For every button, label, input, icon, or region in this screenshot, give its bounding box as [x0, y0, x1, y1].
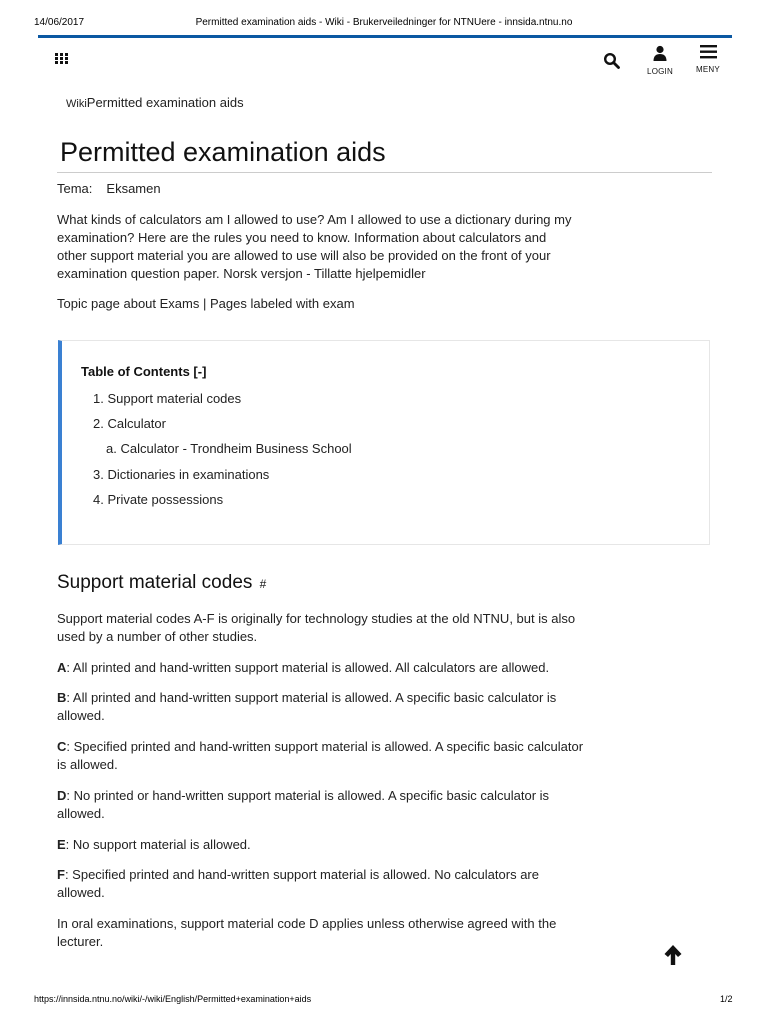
code-letter: D [57, 788, 67, 803]
tema-label: Tema: [57, 181, 93, 196]
login-button[interactable] [638, 45, 682, 81]
print-date: 14/06/2017 [34, 17, 85, 28]
code-paragraph-b [57, 689, 632, 725]
page-title: Permitted examination aids [60, 137, 386, 167]
print-header [0, 15, 768, 31]
intro-line: other support material you are allowed to use will also be provided on the front of your [57, 248, 551, 263]
toc-item-calculator[interactable]: 2. Calculator [93, 416, 166, 431]
print-page-number: 1/2 [720, 994, 733, 1004]
search-icon [603, 52, 621, 70]
code-text: allowed. [57, 806, 105, 821]
intro-paragraph [57, 211, 632, 283]
oral-exam-paragraph [57, 915, 632, 951]
code-letter: A [57, 660, 67, 675]
code-text: allowed. [57, 708, 105, 723]
intro-line: examination question paper. Norsk versjon - Tillatte hjelpemidler [57, 266, 426, 281]
topic-page-link[interactable]: Topic page about Exams [57, 296, 200, 311]
toc-title[interactable]: Table of Contents [-] [81, 364, 207, 379]
code-text: : All printed and hand-written support material is allowed. All calculators are allowed. [66, 660, 550, 675]
code-text: : No support material is allowed. [65, 837, 251, 852]
tema-line [57, 181, 161, 196]
code-paragraph-e [57, 836, 632, 854]
breadcrumb [66, 95, 244, 110]
code-letter: E [57, 837, 66, 852]
code-letter: B [57, 690, 67, 705]
code-text: : Specified printed and hand-written support material is allowed. A specific basic calculator [66, 739, 584, 754]
print-page-title: Permitted examination aids - Wiki - Brukerveiledninger for NTNUere - innsida.ntnu.no [195, 17, 573, 28]
user-icon [652, 45, 668, 61]
toc-item-calculator-trondheim[interactable]: a. Calculator - Trondheim Business School [106, 441, 352, 456]
oral-line: lecturer. [57, 934, 104, 949]
code-text: : No printed or hand-written support material is allowed. A specific basic calculator is [66, 788, 550, 803]
code-paragraph-d [57, 787, 632, 823]
section-intro-line: used by a number of other studies. [57, 629, 258, 644]
oral-line: In oral examinations, support material code D applies unless otherwise agreed with the [57, 916, 557, 931]
search-button[interactable] [603, 52, 621, 70]
code-paragraph-a [57, 659, 632, 677]
grid-icon[interactable] [55, 53, 68, 64]
breadcrumb-current: Permitted examination aids [86, 95, 244, 110]
breadcrumb-wiki-link[interactable]: Wiki [66, 98, 87, 110]
topic-separator: | [203, 296, 207, 311]
section-intro [57, 610, 632, 646]
login-label: LOGIN [647, 67, 673, 76]
table-of-contents [58, 340, 710, 545]
arrow-up-icon [663, 944, 683, 966]
title-divider [57, 172, 712, 173]
section-anchor-link[interactable]: # [259, 577, 267, 591]
top-navigation [38, 40, 732, 82]
intro-line: What kinds of calculators am I allowed to use? Am I allowed to use a dictionary during my [57, 212, 572, 227]
code-paragraph-f [57, 866, 632, 902]
tema-value[interactable]: Eksamen [106, 181, 161, 196]
hamburger-icon [700, 45, 717, 59]
code-text: allowed. [57, 885, 105, 900]
section-heading [57, 572, 266, 594]
code-letter: F [57, 867, 65, 882]
header-accent-bar [38, 35, 732, 38]
menu-label: MENY [696, 65, 720, 74]
code-paragraph-c [57, 738, 632, 774]
labeled-pages-link[interactable]: Pages labeled with exam [210, 296, 355, 311]
section-heading-text: Support material codes [57, 572, 253, 593]
toc-item-private-possessions[interactable]: 4. Private possessions [93, 492, 224, 507]
code-text: is allowed. [57, 757, 118, 772]
code-text: : All printed and hand-written support material is allowed. A specific basic calculator is [66, 690, 557, 705]
menu-button[interactable] [686, 45, 730, 81]
toc-item-support-material-codes[interactable]: 1. Support material codes [93, 391, 242, 406]
topic-links [57, 296, 355, 311]
code-text: : Specified printed and hand-written support material is allowed. No calculators are [64, 867, 539, 882]
intro-line: examination? Here are the rules you need to know. Information about calculators and [57, 230, 547, 245]
toc-item-dictionaries[interactable]: 3. Dictionaries in examinations [93, 467, 270, 482]
section-intro-line: Support material codes A-F is originally for technology studies at the old NTNU, but is also [57, 611, 576, 626]
print-url: https://innsida.ntnu.no/wiki/-/wiki/English/Permitted+examination+aids [34, 994, 312, 1004]
scroll-to-top-button[interactable] [663, 944, 683, 966]
code-letter: C [57, 739, 67, 754]
